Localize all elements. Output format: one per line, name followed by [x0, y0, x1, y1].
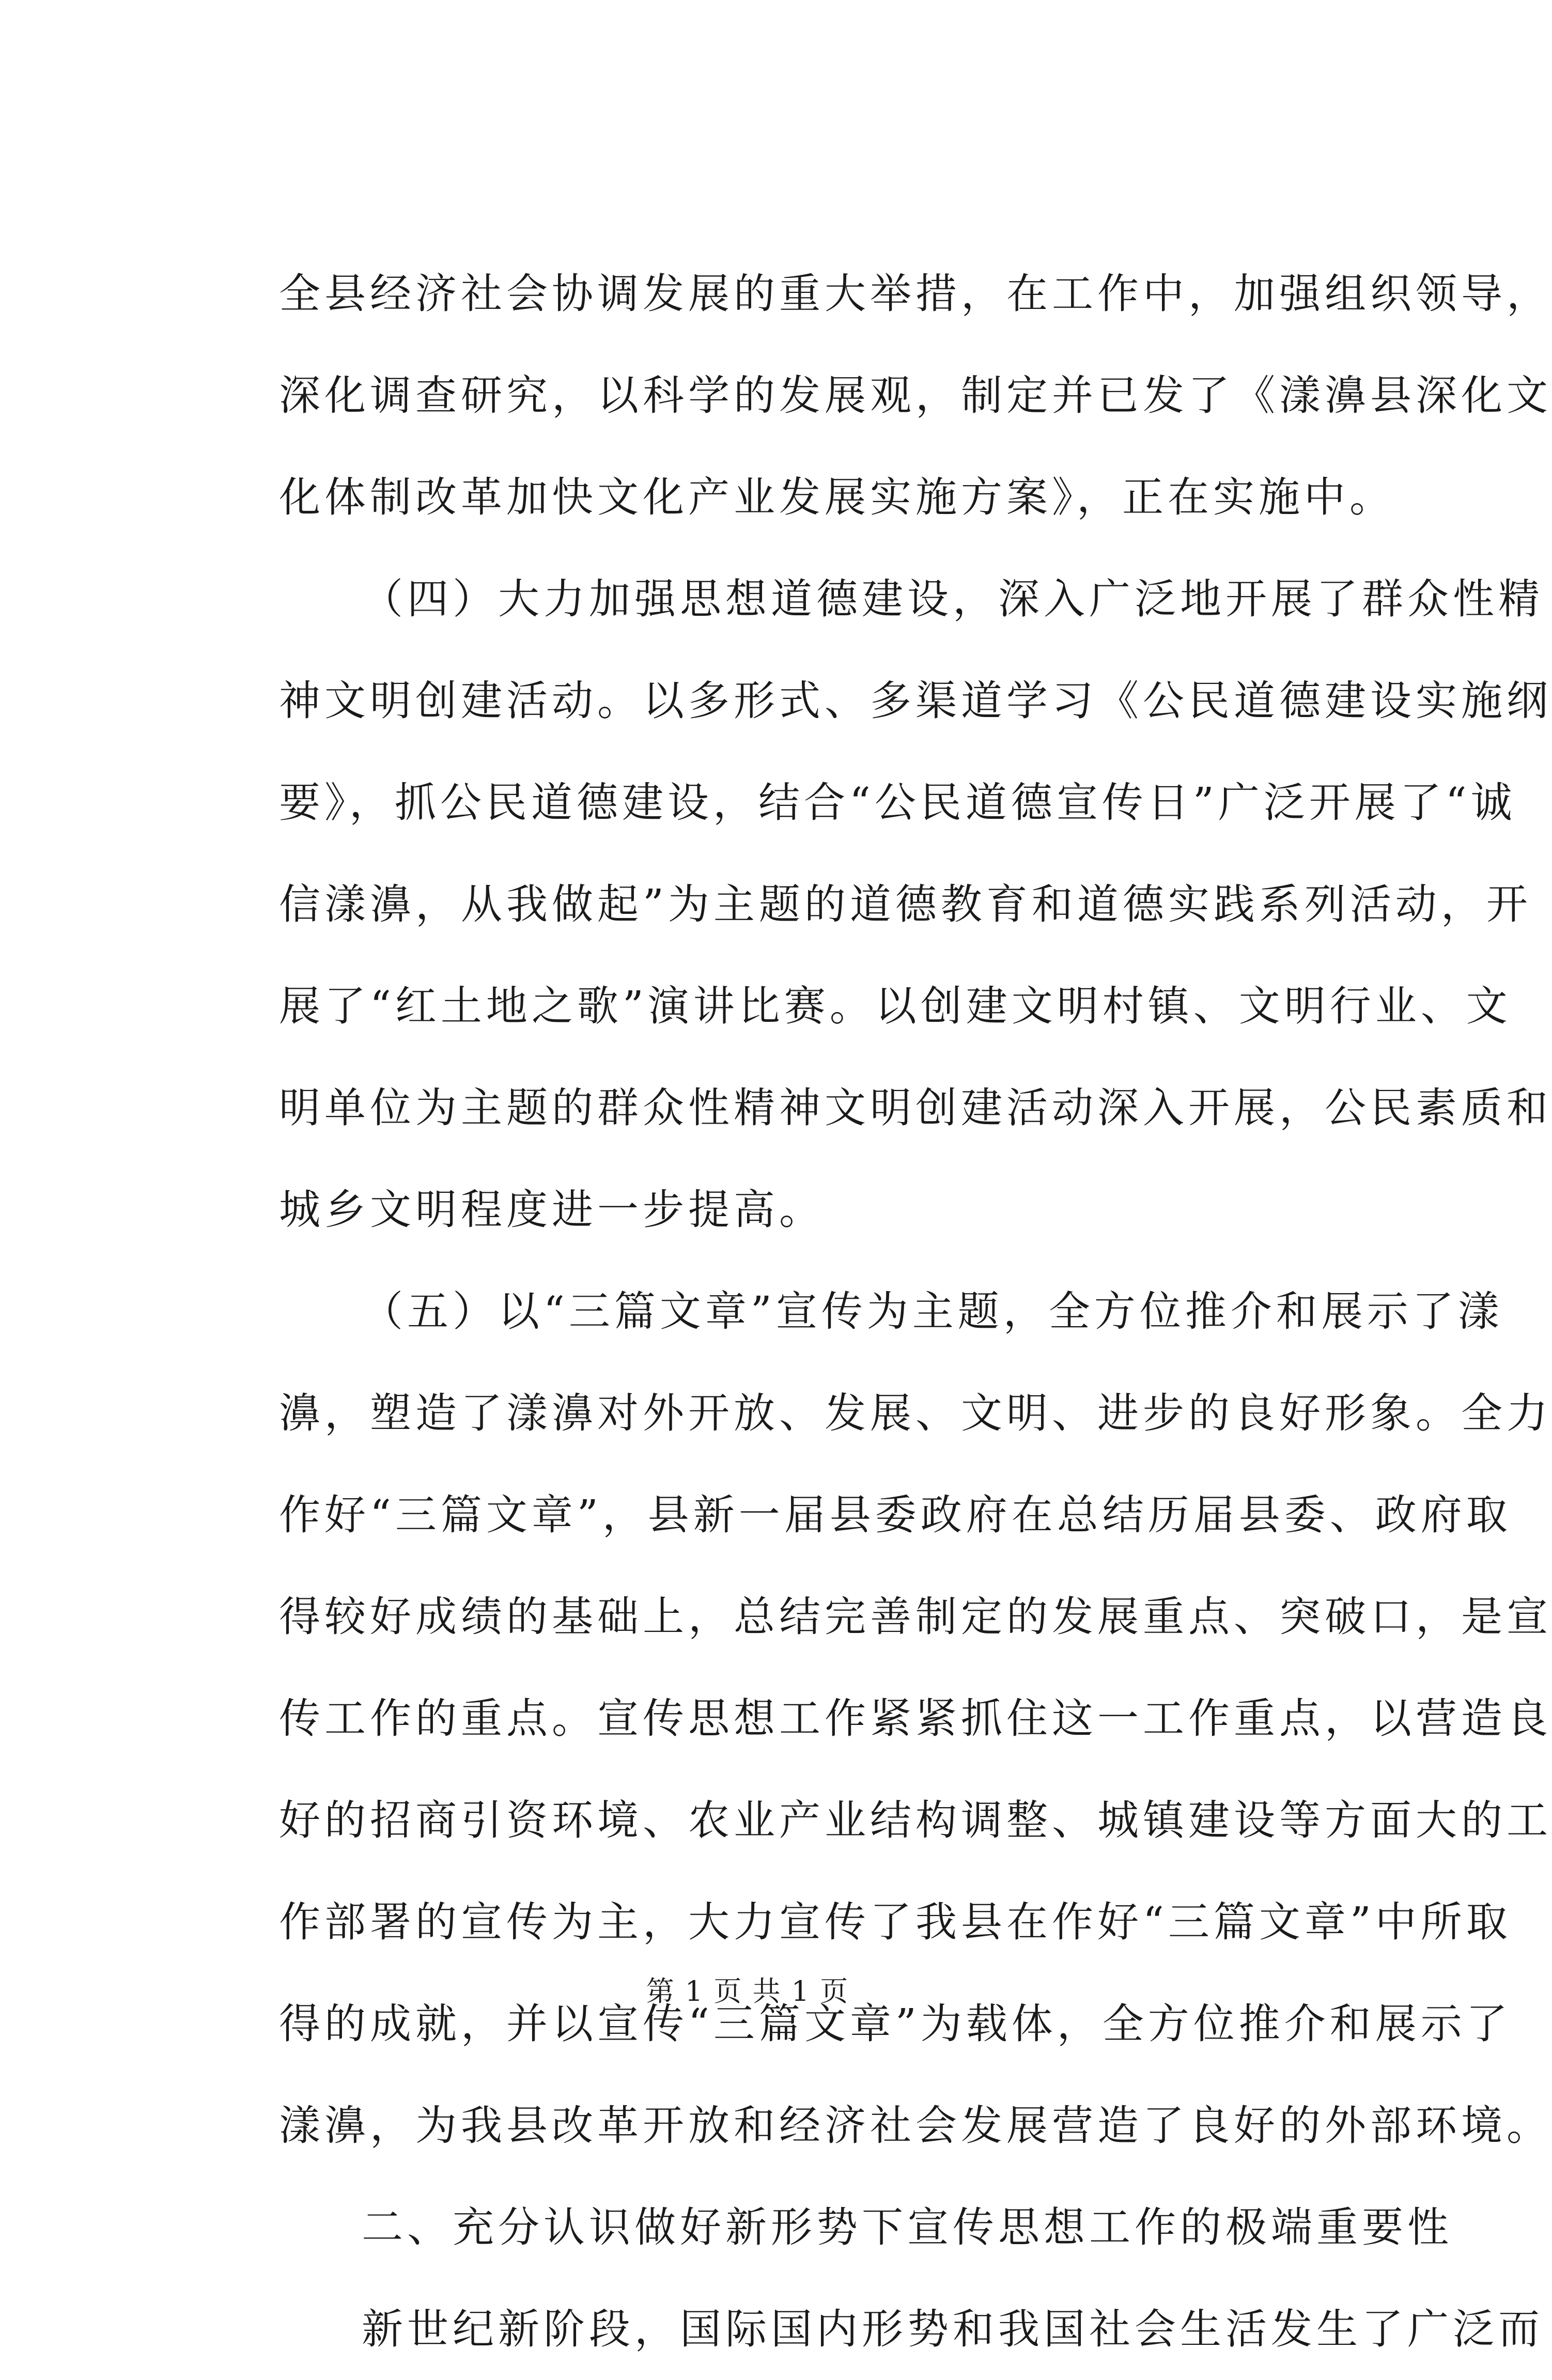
text-line: 化体制改革加快文化产业发展实施方案》，正在实施中。 — [279, 473, 1395, 521]
text-line: 城乡文明程度进一步提高。 — [279, 1186, 825, 1234]
text-line: 信漾濞，从我做起”为主题的道德教育和道德实践系列活动，开 — [279, 880, 1532, 928]
text-line: 神文明创建活动。以多形式、多渠道学习《公民道德建设实施纲 — [279, 677, 1552, 725]
text-line: 漾濞，为我县改革开放和经济社会发展营造了良好的外部环境。 — [279, 2102, 1552, 2150]
text-line: 作部署的宣传为主，大力宣传了我县在作好“三篇文章”中所取 — [279, 1898, 1512, 1946]
text-line: 二、充分认识做好新形势下宣传思想工作的极端重要性 — [362, 2203, 1453, 2251]
text-line: 濞，塑造了漾濞对外开放、发展、文明、进步的良好形象。全力 — [279, 1389, 1552, 1437]
document-body — [279, 243, 1552, 2380]
text-line: 明单位为主题的群众性精神文明创建活动深入开展，公民素质和 — [279, 1084, 1552, 1132]
text-line: 好的招商引资环境、农业产业结构调整、城镇建设等方面大的工 — [279, 1796, 1552, 1844]
text-line: 要》，抓公民道德建设，结合“公民道德宣传日”广泛开展了“诚 — [279, 779, 1516, 827]
text-line: 得较好成绩的基础上，总结完善制定的发展重点、突破口，是宣 — [279, 1593, 1552, 1641]
text-line: 得的成就，并以宣传“三篇文章”为载体，全方位推介和展示了 — [279, 2000, 1512, 2048]
text-line: 传工作的重点。宣传思想工作紧紧抓住这一工作重点，以营造良 — [279, 1694, 1552, 1743]
text-line: 展了“红土地之歌”演讲比赛。以创建文明村镇、文明行业、文 — [279, 982, 1512, 1030]
text-line: 新世纪新阶段，国际国内形势和我国社会生活发生了广泛而 — [362, 2305, 1544, 2353]
text-line: 作好“三篇文章”，县新一届县委政府在总结历届县委、政府取 — [279, 1491, 1512, 1539]
page-footer: 第 1 页 共 1 页 — [646, 1975, 849, 2008]
text-line: （五）以“三篇文章”宣传为主题，全方位推介和展示了漾 — [362, 1287, 1503, 1335]
text-line: 全县经济社会协调发展的重大举措，在工作中，加强组织领导， — [279, 270, 1552, 318]
text-line: （四）大力加强思想道德建设，深入广泛地开展了群众性精 — [362, 575, 1544, 623]
text-line: 深化调查研究，以科学的发展观，制定并已发了《漾濞县深化文 — [279, 371, 1552, 419]
